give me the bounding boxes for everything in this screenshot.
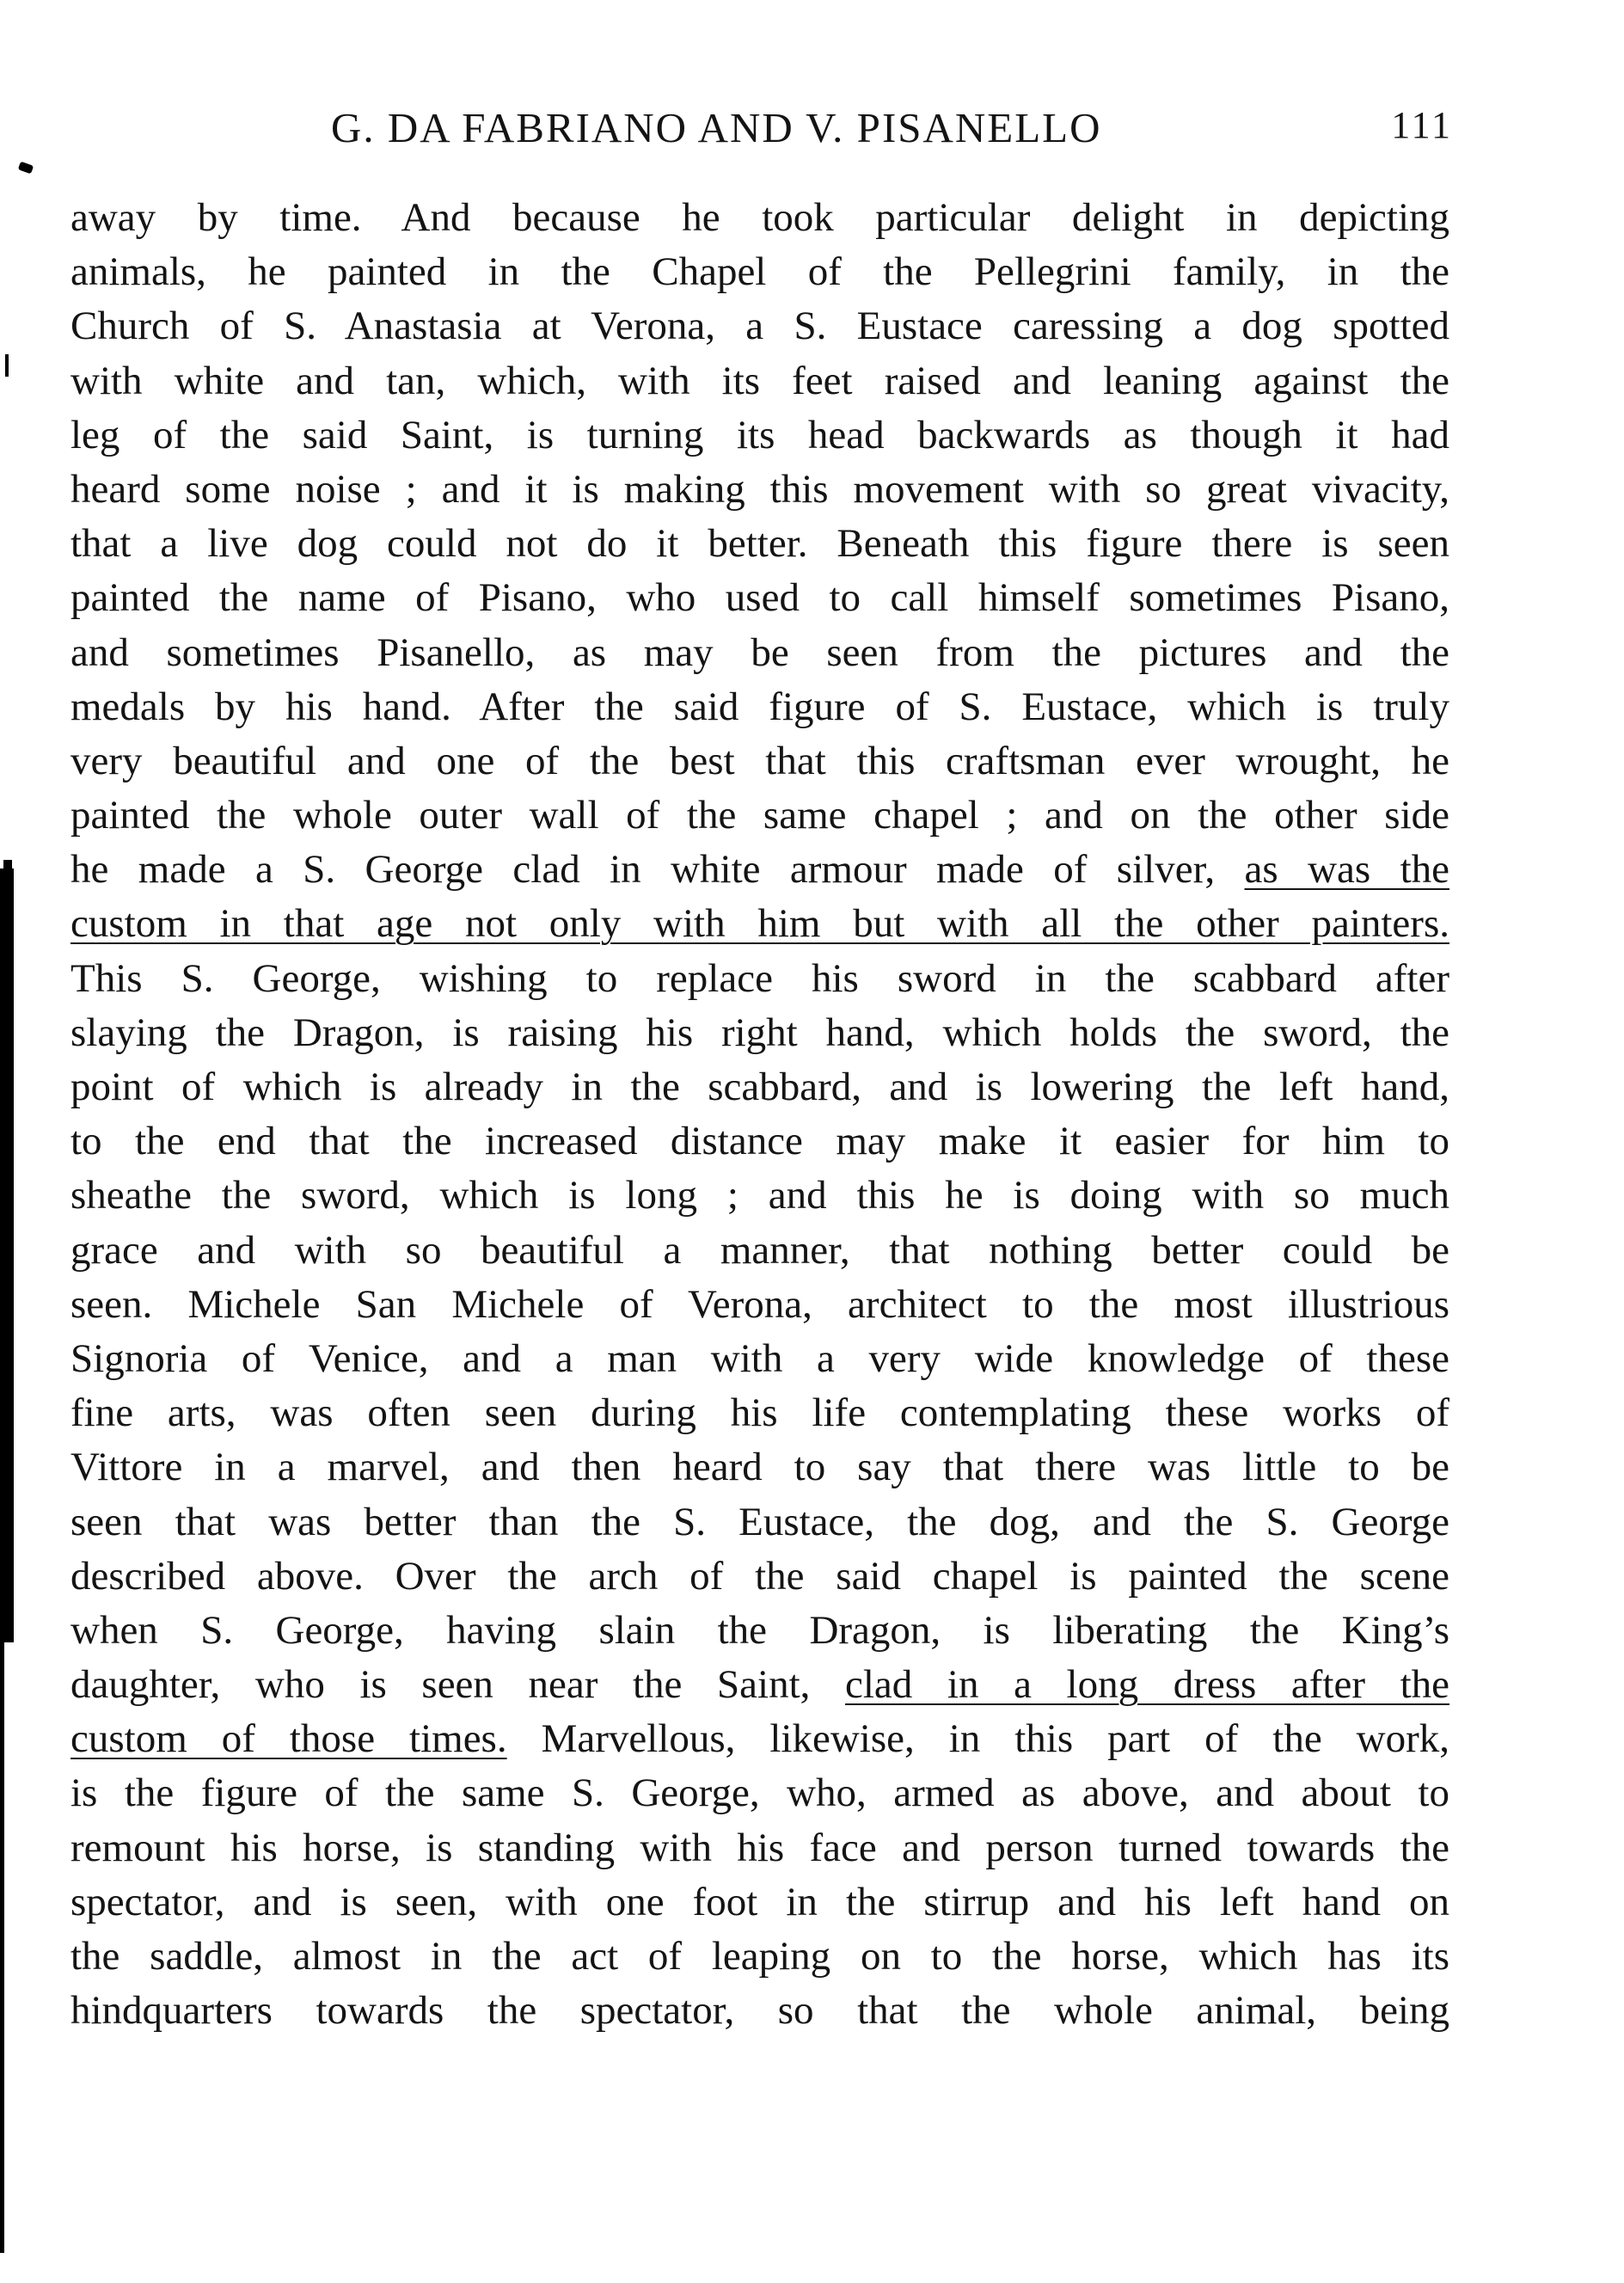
text-line <box>70 1604 1449 1658</box>
page-number: 111 <box>1391 104 1453 146</box>
text-segment: hindquarters towards the spectator, so that the whole animal, being <box>70 1988 1449 2034</box>
running-header <box>69 103 1453 163</box>
text-line <box>70 1114 1449 1169</box>
text-line <box>70 734 1449 789</box>
text-line <box>70 1766 1449 1820</box>
text-line <box>70 897 1449 951</box>
underlined-text: custom of those times. <box>70 1716 507 1762</box>
text-segment: daughter, who is seen near the Saint, <box>70 1662 846 1708</box>
text-segment: described above. Over the arch of the said chapel is painted the scene <box>70 1553 1449 1599</box>
underlined-text: as was the <box>1244 847 1449 893</box>
binding-shadow-bottom <box>0 1634 4 2253</box>
text-segment: This S. George, wishing to replace his sword in the scabbard after <box>70 955 1449 1001</box>
text-segment: leg of the said Saint, is turning its head backwards as though it had <box>70 412 1449 457</box>
text-segment: seen. Michele San Michele of Verona, architect to the most illustrious <box>70 1281 1449 1327</box>
text-segment: Marvellous, likewise, in this part of the work, <box>506 1716 1449 1762</box>
text-line <box>70 354 1449 408</box>
text-line <box>70 1821 1449 1875</box>
text-segment: away by time. And because he took particular delight in depicting <box>70 195 1449 240</box>
text-line <box>70 1712 1449 1766</box>
text-segment: to the end that the increased distance may make it easier for him to <box>70 1119 1449 1164</box>
text-line <box>70 789 1449 843</box>
text-line <box>70 843 1449 897</box>
text-segment: Signoria of Venice, and a man with a very wide knowledge of these <box>70 1335 1449 1381</box>
text-segment: medals by his hand. After the said figure of S. Eustace, which is truly <box>70 684 1449 729</box>
text-segment: he made a S. George clad in white armour made of silver, <box>70 847 1245 893</box>
text-line <box>70 1278 1449 1332</box>
text-segment: animals, he painted in the Chapel of the Pellegrini family, in the <box>70 249 1449 295</box>
text-segment: spectator, and is seen, with one foot in the stirrup and his left hand on <box>70 1879 1449 1924</box>
running-title: G. DA FABRIANO AND V. PISANELLO <box>331 104 1102 151</box>
text-line <box>70 1440 1449 1494</box>
text-segment: very beautiful and one of the best that this craftsman ever wrought, he <box>70 738 1449 783</box>
text-line <box>70 1169 1449 1223</box>
text-line <box>70 299 1449 353</box>
text-segment: painted the whole outer wall of the same chapel ; and on the other side <box>70 793 1449 838</box>
text-segment: Church of S. Anastasia at Verona, a S. Eustace caressing a dog spotted <box>70 304 1449 349</box>
text-segment: that a live dog could not do it better. Beneath this figure there is seen <box>70 521 1449 567</box>
margin-tick-mark <box>5 354 9 377</box>
text-line <box>70 952 1449 1006</box>
binding-shadow <box>0 868 14 1642</box>
text-line <box>70 463 1449 517</box>
text-line <box>70 1658 1449 1712</box>
text-line <box>70 517 1449 571</box>
underlined-text: custom in that age not only with him but with all the other painters. <box>70 901 1449 947</box>
text-segment: grace and with so beautiful a manner, that nothing better could be <box>70 1227 1449 1273</box>
text-segment: point of which is already in the scabbard, and is lowering the left hand, <box>70 1065 1449 1109</box>
text-line <box>70 191 1449 245</box>
text-line <box>70 408 1449 463</box>
underlined-text: clad in a long dress after the <box>845 1662 1450 1708</box>
text-segment: seen that was better than the S. Eustace, the dog, and the S. George <box>70 1499 1449 1544</box>
text-segment: remount his horse, is standing with his face and person turned towards the <box>70 1825 1449 1870</box>
text-segment: Vittore in a marvel, and then heard to say that there was little to be <box>70 1445 1449 1490</box>
text-segment: painted the name of Pisano, who used to call himself sometimes Pisano, <box>70 575 1449 621</box>
text-segment: when S. George, having slain the Dragon, is liberating the King’s <box>70 1607 1449 1653</box>
text-line <box>70 1875 1449 1930</box>
text-line <box>70 1006 1449 1060</box>
text-segment: and sometimes Pisanello, as may be seen from the pictures and the <box>70 629 1449 675</box>
text-line <box>70 680 1449 734</box>
text-line <box>70 1224 1449 1278</box>
text-line <box>70 1495 1449 1550</box>
text-line <box>70 1550 1449 1604</box>
text-segment: with white and tan, which, with its feet raised and leaning against the <box>70 358 1449 403</box>
body-text <box>70 191 1449 2038</box>
text-line <box>70 245 1449 299</box>
text-line <box>70 1332 1449 1386</box>
text-line <box>70 1060 1449 1114</box>
text-line <box>70 1386 1449 1440</box>
ink-blot-mark <box>18 162 34 175</box>
text-line <box>70 1984 1449 2038</box>
text-segment: is the figure of the same S. George, who, armed as above, and about to <box>70 1771 1449 1816</box>
text-line <box>70 571 1449 625</box>
text-segment: heard some noise ; and it is making this movement with so great vivacity, <box>70 466 1449 512</box>
text-segment: the saddle, almost in the act of leaping on to the horse, which has its <box>70 1934 1449 1979</box>
text-segment: slaying the Dragon, is raising his right hand, which holds the sword, the <box>70 1010 1449 1055</box>
text-line <box>70 626 1449 680</box>
text-segment: sheathe the sword, which is long ; and this he is doing with so much <box>70 1173 1449 1218</box>
text-segment: fine arts, was often seen during his life contemplating these works of <box>70 1390 1449 1436</box>
text-line <box>70 1930 1449 1984</box>
